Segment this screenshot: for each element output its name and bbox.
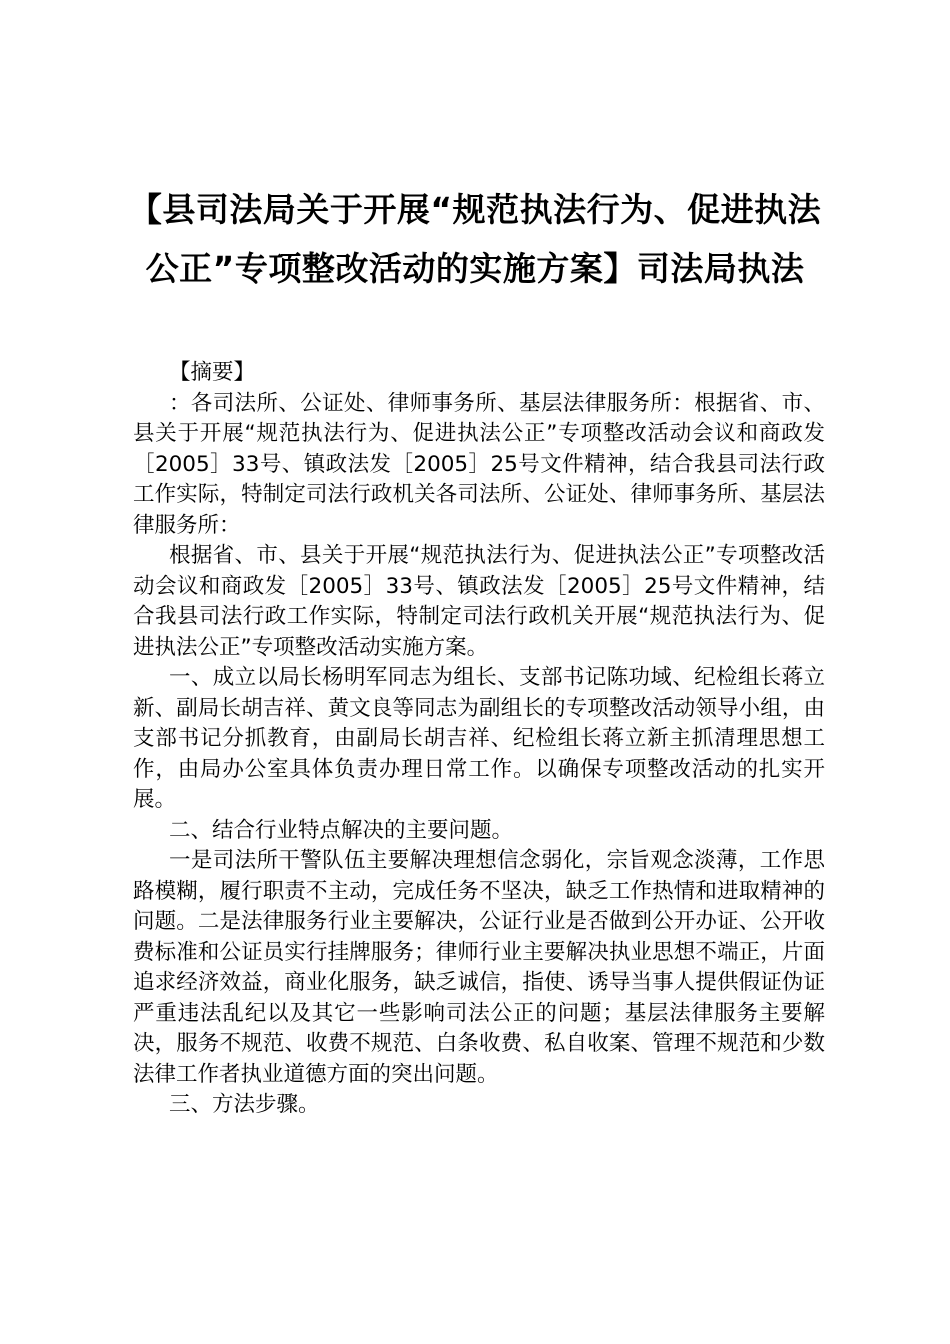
paragraph-section-1: 一、成立以局长杨明军同志为组长、支部书记陈功域、纪检组长蒋立新、副局长胡吉祥、黄文良等同志为副组长的专项整改活动领导小组，由支部书记分抓教育，由副局长胡吉祥、纪检组长蒋立新主抓清理思想工作，由局办公室具体负责办理日常工作。以确保专项整改活动的扎实开展。: [133, 665, 825, 812]
document-title: 【县司法局关于开展“规范执法行为、促进执法公正”专项整改活动的实施方案】司法局执法: [128, 190, 822, 288]
paragraph-intro: 根据省、市、县关于开展“规范执法行为、促进执法公正”专项整改活动会议和商政发［2005］33号、镇政法发［2005］25号文件精神，结合我县司法行政工作实际，特制定司法行政机关开展“规范执法行为、促进执法公正”专项整改活动实施方案。: [133, 543, 825, 660]
paragraph-addressees: ：各司法所、公证处、律师事务所、基层法律服务所：根据省、市、县关于开展“规范执法行为、促进执法公正”专项整改活动会议和商政发［2005］33号、镇政法发［2005］25号文件精神，结合我县司法行政工作实际，特制定司法行政机关各司法所、公证处、律师事务所、基层法律服务所：: [133, 390, 825, 538]
paragraph-section-2-body: 一是司法所干警队伍主要解决理想信念弱化，宗旨观念淡薄，工作思路模糊，履行职责不主动，完成任务不坚决，缺乏工作热情和进取精神的问题。二是法律服务行业主要解决，公证行业是否做到公开办证、公开收费标准和公证员实行挂牌服务；律师行业主要解决执业思想不端正，片面追求经济效益，商业化服务，缺乏诚信，指使、诱导当事人提供假证伪证严重违法乱纪以及其它一些影响司法公正的问题；基层法律服务主要解决，服务不规范、收费不规范、白条收费、私自收案、管理不规范和少数法律工作者执业道德方面的突出问题。: [133, 848, 825, 1087]
section-2-heading: 二、结合行业特点解决的主要问题。: [169, 817, 514, 843]
document-body: [133, 358, 825, 1121]
abstract-heading: 【摘要】: [169, 360, 256, 385]
section-3-heading: 三、方法步骤。: [169, 1092, 320, 1117]
